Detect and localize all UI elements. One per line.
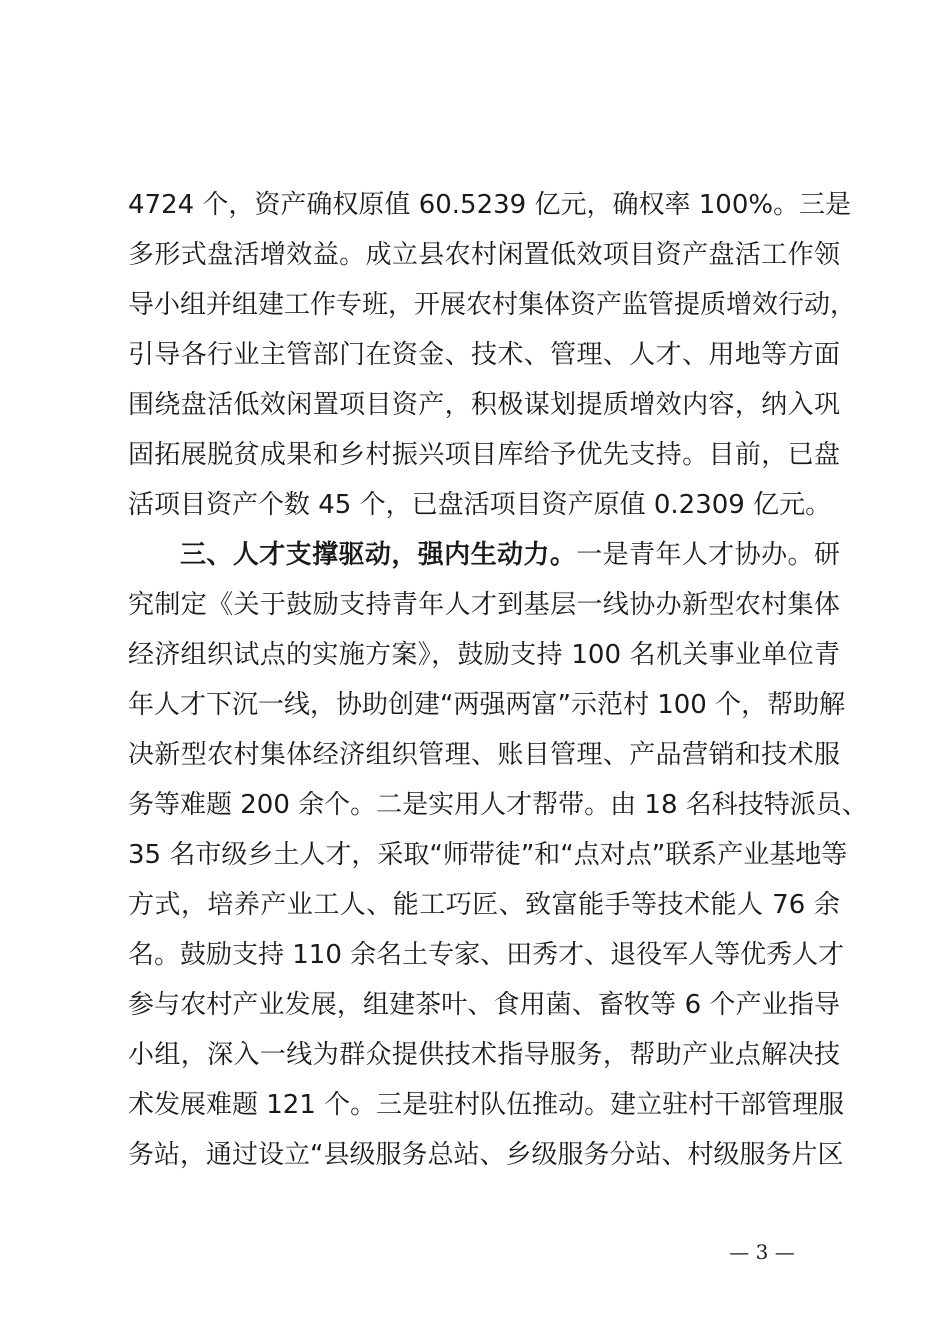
- paragraph-2-line-5: 决新型农村集体经济组织管理、账目管理、产品营销和技术服: [128, 740, 840, 770]
- paragraph-2-line-2: 究制定《关于鼓励支持青年人才到基层一线协办新型农村集体: [128, 590, 840, 620]
- page-number: — 3 —: [729, 1240, 795, 1264]
- paragraph-2-first-line-rest: 一是青年人才协办。研: [576, 540, 840, 570]
- paragraph-2-line-10: 参与农村产业发展，组建茶叶、食用菌、畜牧等 6 个产业指导: [128, 990, 840, 1020]
- paragraph-1-line-5: 围绕盘活低效闲置项目资产，积极谋划提质增效内容，纳入巩: [128, 390, 840, 420]
- paragraph-2-line-6: 务等难题 200 余个。二是实用人才帮带。由 18 名科技特派员、: [128, 790, 868, 820]
- paragraph-2-line-11: 小组，深入一线为群众提供技术指导服务，帮助产业点解决技: [128, 1040, 840, 1070]
- paragraph-2-line-12: 术发展难题 121 个。三是驻村队伍推动。建立驻村干部管理服: [128, 1090, 845, 1120]
- paragraph-2-first-line: [180, 530, 840, 580]
- paragraph-1-line-7: 活项目资产个数 45 个，已盘活项目资产原值 0.2309 亿元。: [128, 490, 832, 520]
- paragraph-1-line-3: 导小组并组建工作专班，开展农村集体资产监管提质增效行动，: [128, 290, 857, 320]
- paragraph-2-line-8: 方式，培养产业工人、能工巧匠、致富能手等技术能人 76 余: [128, 890, 840, 920]
- paragraph-2-line-3: 经济组织试点的实施方案》，鼓励支持 100 名机关事业单位青: [128, 640, 840, 670]
- paragraph-1-line-6: 固拓展脱贫成果和乡村振兴项目库给予优先支持。目前，已盘: [128, 440, 840, 470]
- section-heading: 三、人才支撑驱动，强内生动力。: [180, 540, 577, 570]
- paragraph-1-line-4: 引导各行业主管部门在资金、技术、管理、人才、用地等方面: [128, 340, 840, 370]
- paragraph-1-line-1: 4724 个，资产确权原值 60.5239 亿元，确权率 100%。三是: [128, 190, 852, 220]
- paragraph-2-line-13: 务站，通过设立“县级服务总站、乡级服务分站、村级服务片区: [128, 1140, 844, 1170]
- paragraph-2-line-4: 年人才下沉一线，协助创建“两强两富”示范村 100 个，帮助解: [128, 690, 846, 720]
- paragraph-2-line-7: 35 名市级乡土人才，采取“师带徒”和“点对点”联系产业基地等: [128, 840, 848, 870]
- paragraph-2-line-9: 名。鼓励支持 110 余名土专家、田秀才、退役军人等优秀人才: [128, 940, 845, 970]
- paragraph-1-line-2: 多形式盘活增效益。成立县农村闲置低效项目资产盘活工作领: [128, 240, 840, 270]
